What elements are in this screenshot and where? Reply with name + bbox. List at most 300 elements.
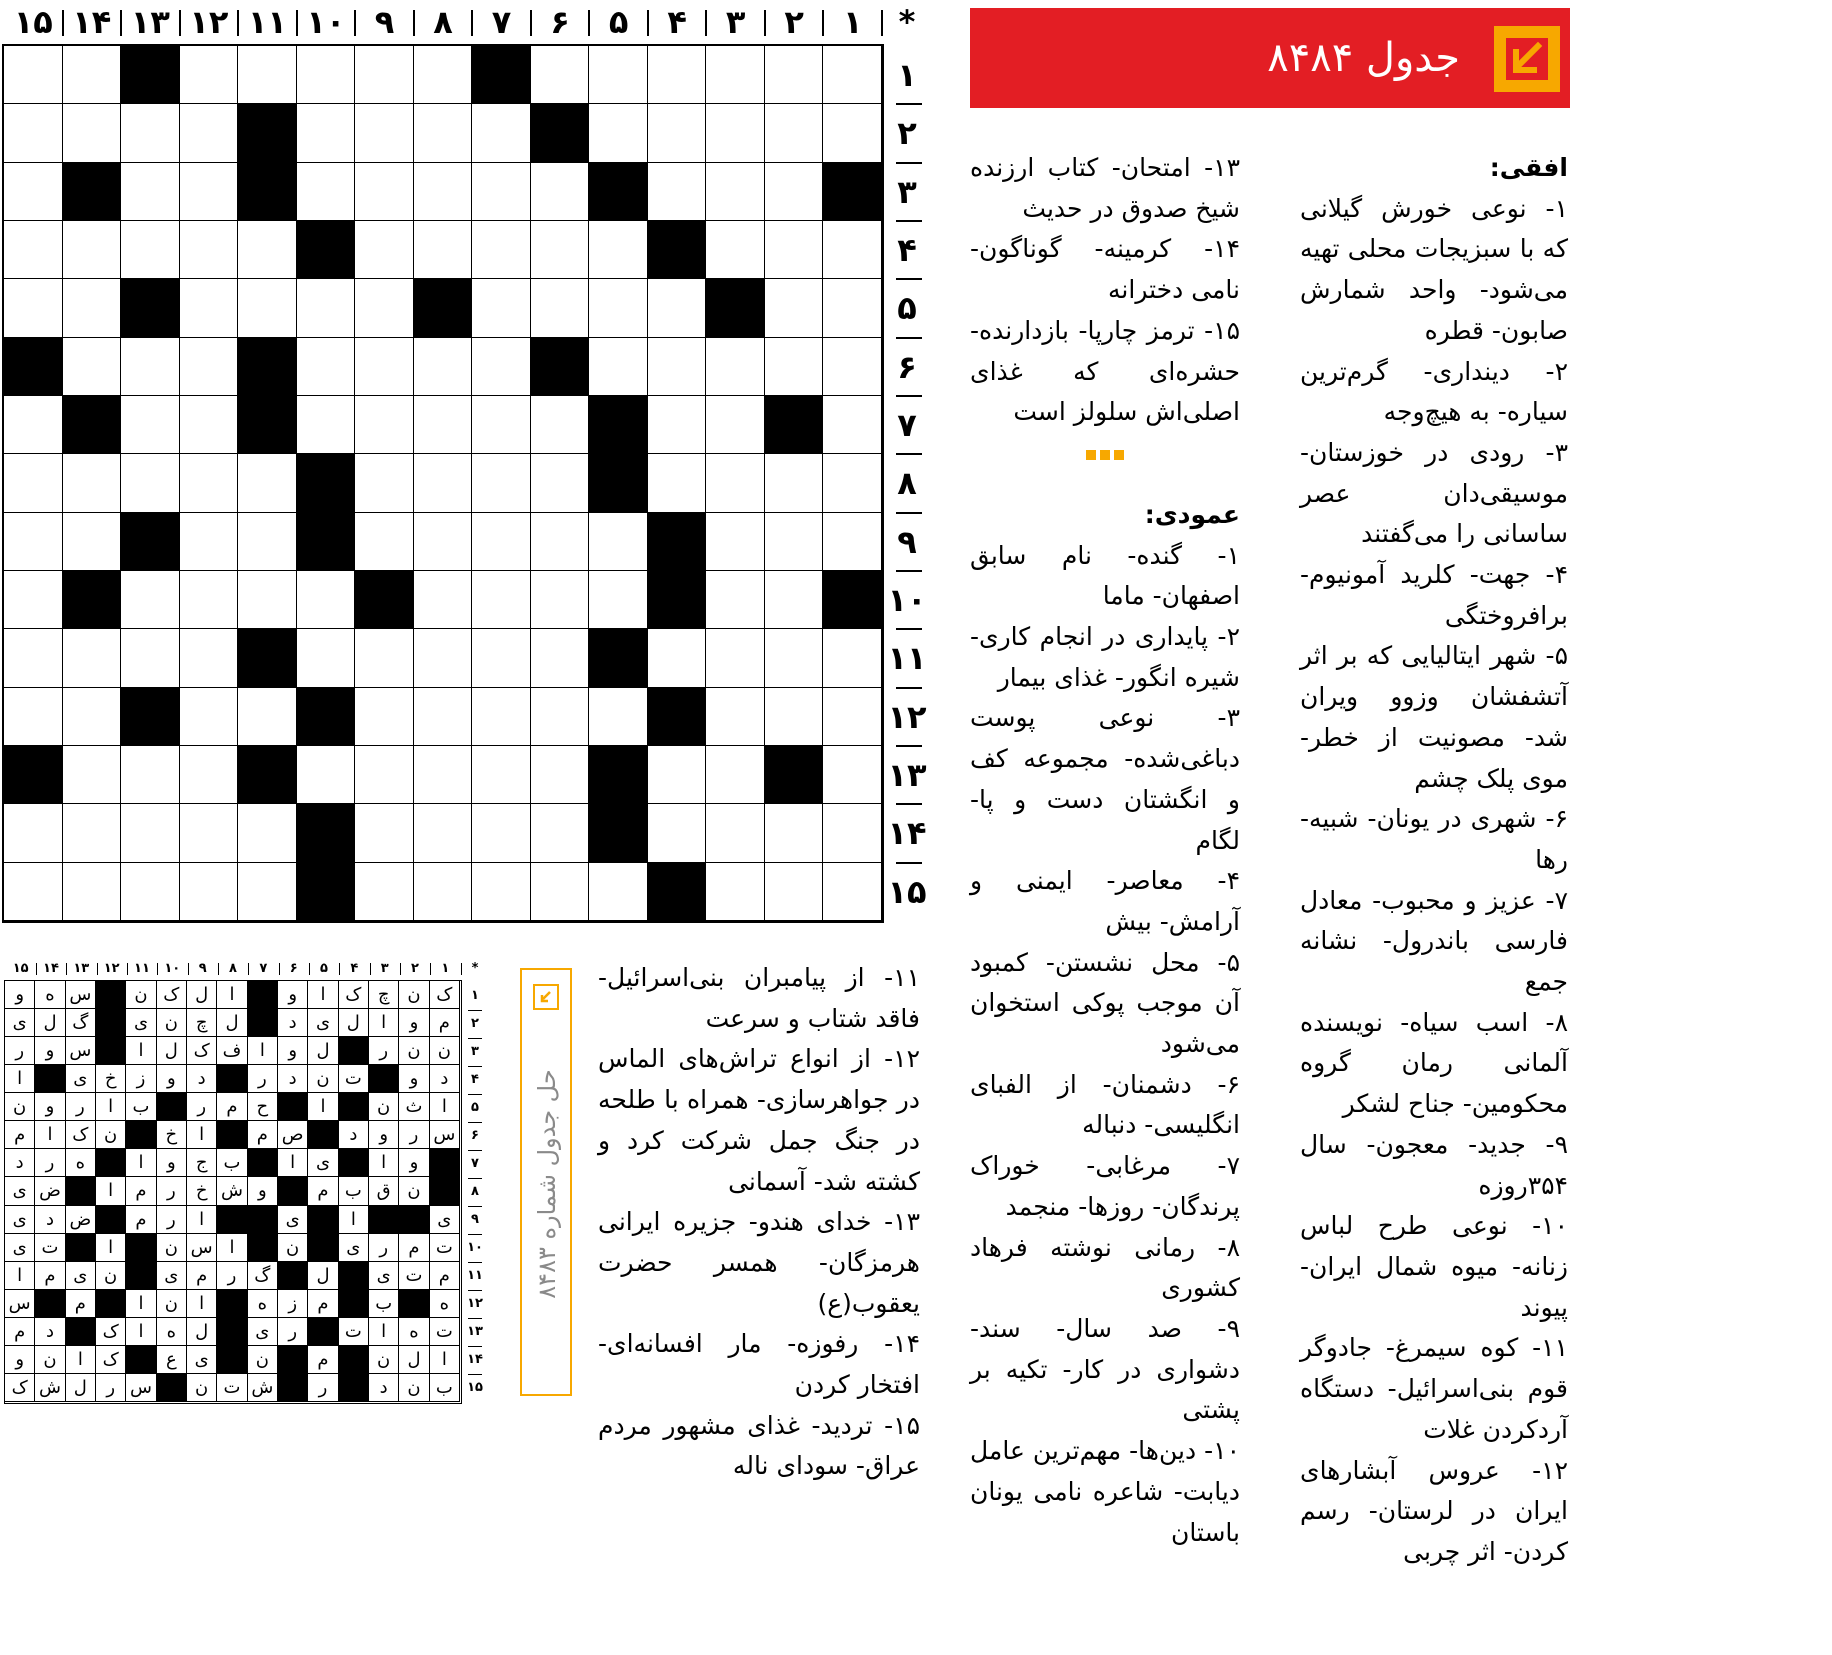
solution-cell: ا — [430, 1093, 460, 1121]
grid-cell[interactable] — [238, 804, 297, 862]
grid-cell[interactable] — [180, 104, 239, 162]
grid-cell[interactable] — [297, 396, 356, 454]
grid-cell[interactable] — [355, 221, 414, 279]
grid-cell[interactable] — [355, 104, 414, 162]
grid-cell[interactable] — [63, 46, 122, 104]
grid-cell[interactable] — [823, 746, 882, 804]
black-cell — [648, 688, 707, 746]
grid-cell[interactable] — [180, 746, 239, 804]
grid-cell[interactable] — [589, 279, 648, 337]
grid-cell[interactable] — [472, 863, 531, 921]
grid-cell[interactable] — [531, 571, 590, 629]
solution-black-cell — [66, 1177, 96, 1205]
grid-cell[interactable] — [355, 804, 414, 862]
grid-cell[interactable] — [531, 163, 590, 221]
grid-cell[interactable] — [648, 279, 707, 337]
solution-black-cell — [96, 1149, 126, 1177]
grid-cell[interactable] — [472, 513, 531, 571]
grid-cell[interactable] — [121, 104, 180, 162]
solution-cell: ر — [369, 1234, 399, 1262]
black-cell — [121, 279, 180, 337]
solution-black-cell — [66, 1318, 96, 1346]
grid-cell[interactable] — [589, 338, 648, 396]
grid-cell[interactable] — [180, 279, 239, 337]
solution-black-cell — [66, 1234, 96, 1262]
grid-cell[interactable] — [823, 221, 882, 279]
grid-cell[interactable] — [531, 629, 590, 687]
grid-cell[interactable] — [238, 571, 297, 629]
grid-cell[interactable] — [297, 163, 356, 221]
solution-black-cell — [126, 1346, 156, 1374]
grid-cell[interactable] — [589, 688, 648, 746]
grid-cell[interactable] — [765, 629, 824, 687]
grid-cell[interactable] — [648, 396, 707, 454]
grid-cell[interactable] — [765, 454, 824, 512]
solution-cell: ک — [5, 1374, 35, 1402]
row-label: ۵ — [897, 289, 917, 328]
grid-cell[interactable] — [355, 338, 414, 396]
black-cell — [414, 279, 473, 337]
grid-cell[interactable] — [706, 454, 765, 512]
grid-cell[interactable] — [4, 629, 63, 687]
grid-cell[interactable] — [355, 279, 414, 337]
grid-cell[interactable] — [531, 804, 590, 862]
grid-cell[interactable] — [706, 688, 765, 746]
grid-cell[interactable] — [531, 46, 590, 104]
grid-cell[interactable] — [472, 454, 531, 512]
solution-cell: ش — [217, 1177, 247, 1205]
grid-cell[interactable] — [63, 863, 122, 921]
grid-cell[interactable] — [648, 338, 707, 396]
grid-cell[interactable] — [355, 163, 414, 221]
solution-cell: ا — [126, 1318, 156, 1346]
solution-black-cell — [248, 1149, 278, 1177]
grid-cell[interactable] — [238, 46, 297, 104]
solution-cell: ا — [308, 1093, 338, 1121]
grid-cell[interactable] — [355, 454, 414, 512]
grid-cell[interactable] — [4, 46, 63, 104]
grid-cell[interactable] — [4, 804, 63, 862]
row-label: ۱۲ — [887, 697, 927, 736]
black-cell — [297, 454, 356, 512]
grid-cell[interactable] — [414, 454, 473, 512]
grid-cell[interactable] — [706, 221, 765, 279]
solution-black-cell — [35, 1065, 65, 1093]
grid-cell[interactable] — [823, 863, 882, 921]
grid-cell[interactable] — [414, 571, 473, 629]
grid-cell[interactable] — [297, 338, 356, 396]
grid-cell[interactable] — [706, 571, 765, 629]
solution-cell: ض — [35, 1177, 65, 1205]
grid-cell[interactable] — [765, 863, 824, 921]
solution-header-separator — [370, 963, 371, 975]
solution-cell: ک — [339, 981, 369, 1009]
solution-cell: ش — [35, 1374, 65, 1402]
grid-cell[interactable] — [648, 454, 707, 512]
grid-cell[interactable] — [121, 629, 180, 687]
solution-header-separator — [279, 963, 280, 975]
grid-cell[interactable] — [765, 163, 824, 221]
grid-cell[interactable] — [180, 454, 239, 512]
header-separator — [120, 10, 122, 36]
grid-cell[interactable] — [823, 629, 882, 687]
grid-cell[interactable] — [63, 338, 122, 396]
grid-cell[interactable] — [355, 513, 414, 571]
grid-cell[interactable] — [472, 221, 531, 279]
column-label: ۶ — [550, 3, 570, 41]
solution-column-header — [2, 958, 488, 980]
grid-cell[interactable] — [531, 513, 590, 571]
solution-column-label: ۱ — [441, 961, 450, 976]
column-label: ۳ — [725, 3, 746, 41]
grid-cell[interactable] — [238, 513, 297, 571]
solution-cell: م — [248, 1121, 278, 1149]
solution-header-separator — [157, 963, 158, 975]
column-label: ۷ — [491, 3, 512, 41]
grid-cell[interactable] — [4, 163, 63, 221]
solution-cell: ن — [96, 1262, 126, 1290]
solution-cell: ی — [157, 1262, 187, 1290]
solution-cell: ص — [278, 1121, 308, 1149]
header-separator — [705, 10, 707, 36]
grid-cell[interactable] — [414, 863, 473, 921]
grid-cell[interactable] — [648, 746, 707, 804]
grid-cell[interactable] — [531, 396, 590, 454]
grid-cell[interactable] — [589, 46, 648, 104]
grid-cell[interactable] — [472, 279, 531, 337]
solution-cell: ا — [430, 1346, 460, 1374]
solution-cell: ن — [399, 1374, 429, 1402]
grid-cell[interactable] — [355, 688, 414, 746]
grid-cell[interactable] — [121, 396, 180, 454]
clues-column-lower — [598, 958, 920, 1487]
solution-row-label: ۱۵ — [467, 1380, 483, 1396]
grid-cell[interactable] — [414, 221, 473, 279]
grid-cell[interactable] — [355, 396, 414, 454]
grid-cell[interactable] — [297, 46, 356, 104]
grid-cell[interactable] — [823, 279, 882, 337]
solution-cell: د — [187, 1065, 217, 1093]
grid-cell[interactable] — [297, 571, 356, 629]
grid-cell[interactable] — [531, 221, 590, 279]
grid-cell[interactable] — [765, 804, 824, 862]
grid-cell[interactable] — [765, 104, 824, 162]
column-label: ۱۲ — [189, 3, 229, 41]
solution-cell: ک — [157, 981, 187, 1009]
black-cell — [589, 746, 648, 804]
grid-cell[interactable] — [589, 221, 648, 279]
grid-cell[interactable] — [414, 513, 473, 571]
grid-cell[interactable] — [531, 688, 590, 746]
grid-cell[interactable] — [4, 221, 63, 279]
grid-cell[interactable] — [765, 279, 824, 337]
vertical-heading: عمودی: — [1144, 499, 1240, 529]
solution-cell: ب — [430, 1374, 460, 1402]
grid-cell[interactable] — [706, 338, 765, 396]
solution-black-cell — [248, 1234, 278, 1262]
grid-cell[interactable] — [63, 629, 122, 687]
grid-cell[interactable] — [297, 746, 356, 804]
solution-black-cell — [339, 1149, 369, 1177]
row-label: ۲ — [897, 114, 917, 153]
black-cell — [121, 513, 180, 571]
solution-cell: م — [126, 1177, 156, 1205]
grid-cell[interactable] — [706, 513, 765, 571]
solution-row-label: ۱۱ — [467, 1268, 483, 1284]
solution-column-label: ۱۰ — [164, 961, 181, 976]
grid-cell[interactable] — [472, 104, 531, 162]
grid-cell[interactable] — [706, 629, 765, 687]
grid-cell[interactable] — [4, 513, 63, 571]
solution-column-label: ۱۲ — [103, 961, 120, 976]
grid-cell[interactable] — [531, 863, 590, 921]
grid-cell[interactable] — [121, 454, 180, 512]
grid-cell[interactable] — [238, 221, 297, 279]
grid-cell[interactable] — [355, 46, 414, 104]
solution-cell: ی — [5, 1234, 35, 1262]
grid-cell[interactable] — [180, 804, 239, 862]
grid-cell[interactable] — [823, 104, 882, 162]
grid-cell[interactable] — [823, 688, 882, 746]
solution-cell: د — [278, 1009, 308, 1037]
grid-cell[interactable] — [472, 163, 531, 221]
grid-cell[interactable] — [121, 221, 180, 279]
grid-cell[interactable] — [765, 46, 824, 104]
grid-cell[interactable] — [823, 804, 882, 862]
grid-cell[interactable] — [706, 46, 765, 104]
grid-cell[interactable] — [648, 629, 707, 687]
grid-cell[interactable] — [180, 629, 239, 687]
solution-black-cell — [399, 1206, 429, 1234]
clue-h-4: ۴- جهت- کلرید آمونیوم- برافروختگی — [1300, 560, 1568, 630]
grid-cell[interactable] — [531, 746, 590, 804]
solution-cell: و — [5, 981, 35, 1009]
grid-cell[interactable] — [823, 513, 882, 571]
solution-cell: خ — [187, 1177, 217, 1205]
grid-cell[interactable] — [180, 163, 239, 221]
grid-cell[interactable] — [823, 396, 882, 454]
grid-cell[interactable] — [63, 746, 122, 804]
grid-cell[interactable] — [180, 688, 239, 746]
solution-cell: ن — [278, 1234, 308, 1262]
solution-cell: ا — [217, 1234, 247, 1262]
grid-cell[interactable] — [648, 804, 707, 862]
grid-cell[interactable] — [472, 804, 531, 862]
grid-cell[interactable] — [4, 863, 63, 921]
solution-black-cell — [126, 1121, 156, 1149]
grid-cell[interactable] — [121, 863, 180, 921]
black-cell — [238, 338, 297, 396]
row-header — [884, 44, 930, 923]
solution-cell: ب — [339, 1177, 369, 1205]
grid-cell[interactable] — [121, 163, 180, 221]
solution-cell: ن — [5, 1093, 35, 1121]
solution-cell: ض — [66, 1206, 96, 1234]
grid-cell[interactable] — [4, 454, 63, 512]
solution-cell: چ — [369, 981, 399, 1009]
solution-header-separator — [188, 963, 189, 975]
solution-black-cell — [217, 1346, 247, 1374]
grid-cell[interactable] — [472, 688, 531, 746]
grid-cell[interactable] — [472, 396, 531, 454]
grid-cell[interactable] — [180, 513, 239, 571]
grid-cell[interactable] — [472, 338, 531, 396]
grid-cell[interactable] — [531, 279, 590, 337]
column-label: ۱۰ — [306, 3, 346, 41]
header-separator — [471, 10, 473, 36]
solution-column-label: ۸ — [229, 961, 237, 976]
grid-cell[interactable] — [238, 688, 297, 746]
clue-h-10: ۱۰- نوعی طرح لباس زنانه- میوه شمال ایران- پیوند — [1300, 1211, 1568, 1322]
grid-cell[interactable] — [180, 396, 239, 454]
grid-cell[interactable] — [297, 279, 356, 337]
grid-cell[interactable] — [297, 629, 356, 687]
solution-cell: م — [5, 1121, 35, 1149]
grid-cell[interactable] — [472, 629, 531, 687]
grid-cell[interactable] — [648, 163, 707, 221]
grid-cell[interactable] — [180, 221, 239, 279]
grid-cell[interactable] — [297, 104, 356, 162]
grid-cell[interactable] — [823, 338, 882, 396]
grid-cell[interactable] — [765, 338, 824, 396]
solution-black-cell — [308, 1206, 338, 1234]
grid-cell[interactable] — [414, 629, 473, 687]
column-label: ۱۵ — [13, 3, 53, 41]
solution-cell: گ — [248, 1262, 278, 1290]
grid-cell[interactable] — [648, 104, 707, 162]
grid-cell[interactable] — [414, 46, 473, 104]
grid-cell[interactable] — [589, 513, 648, 571]
solution-cell: ب — [126, 1093, 156, 1121]
grid-cell[interactable] — [121, 746, 180, 804]
row-label: ۴ — [897, 231, 917, 269]
grid-cell[interactable] — [355, 863, 414, 921]
grid-cell[interactable] — [121, 571, 180, 629]
solution-column-label: ۱۵ — [12, 961, 29, 976]
grid-cell[interactable] — [414, 688, 473, 746]
solution-cell: ه — [248, 1290, 278, 1318]
solution-row-label: ۱۰ — [467, 1240, 483, 1256]
grid-cell[interactable] — [63, 221, 122, 279]
black-cell — [297, 863, 356, 921]
solution-cell: ن — [157, 1009, 187, 1037]
header-separator — [647, 10, 649, 36]
black-cell — [297, 688, 356, 746]
grid-cell[interactable] — [121, 804, 180, 862]
grid-cell[interactable] — [4, 104, 63, 162]
grid-cell[interactable] — [238, 279, 297, 337]
solution-header-separator — [339, 963, 340, 975]
solution-cell: ا — [5, 1065, 35, 1093]
grid-cell[interactable] — [355, 629, 414, 687]
grid-cell[interactable] — [414, 104, 473, 162]
grid-cell[interactable] — [706, 863, 765, 921]
grid-cell[interactable] — [238, 454, 297, 512]
grid-cell[interactable] — [414, 338, 473, 396]
grid-cell[interactable] — [63, 279, 122, 337]
grid-cell[interactable] — [4, 396, 63, 454]
row-label: ۳ — [897, 172, 917, 211]
grid-cell[interactable] — [414, 163, 473, 221]
grid-cell[interactable] — [414, 746, 473, 804]
grid-cell[interactable] — [823, 46, 882, 104]
solution-cell: ن — [430, 1037, 460, 1065]
solution-header-separator — [36, 963, 37, 975]
grid-cell[interactable] — [706, 746, 765, 804]
grid-cell[interactable] — [63, 513, 122, 571]
grid-cell[interactable] — [589, 104, 648, 162]
row-label: ۹ — [897, 522, 917, 561]
grid-cell[interactable] — [706, 163, 765, 221]
black-cell — [648, 221, 707, 279]
black-cell — [531, 338, 590, 396]
grid-cell[interactable] — [63, 804, 122, 862]
grid-cell[interactable] — [589, 571, 648, 629]
grid-cell[interactable] — [706, 804, 765, 862]
grid-cell[interactable] — [414, 396, 473, 454]
grid-cell[interactable] — [414, 804, 473, 862]
grid-cell[interactable] — [180, 863, 239, 921]
grid-cell[interactable] — [355, 746, 414, 804]
column-label-star: * — [898, 3, 916, 41]
solution-cell: ی — [5, 1177, 35, 1205]
grid-cell[interactable] — [823, 454, 882, 512]
crossword-grid — [2, 44, 884, 923]
grid-cell[interactable] — [180, 46, 239, 104]
grid-cell[interactable] — [706, 104, 765, 162]
grid-cell[interactable] — [531, 454, 590, 512]
grid-cell[interactable] — [4, 688, 63, 746]
solution-cell: ی — [248, 1318, 278, 1346]
row-label: ۷ — [897, 406, 917, 444]
solution-cell: ن — [248, 1346, 278, 1374]
solution-black-cell — [126, 1262, 156, 1290]
black-cell — [648, 571, 707, 629]
solution-cell: ر — [248, 1065, 278, 1093]
grid-cell[interactable] — [121, 338, 180, 396]
solution-black-cell — [339, 1346, 369, 1374]
solution-black-cell — [339, 1037, 369, 1065]
grid-cell[interactable] — [63, 454, 122, 512]
grid-cell[interactable] — [4, 571, 63, 629]
grid-cell[interactable] — [4, 279, 63, 337]
grid-cell[interactable] — [63, 688, 122, 746]
solution-cell: ح — [248, 1093, 278, 1121]
grid-cell[interactable] — [472, 571, 531, 629]
grid-cell[interactable] — [706, 396, 765, 454]
solution-cell: م — [308, 1177, 338, 1205]
solution-cell: ا — [5, 1262, 35, 1290]
solution-cell: چ — [187, 1009, 217, 1037]
solution-black-cell — [278, 1262, 308, 1290]
solution-cell: ن — [187, 1374, 217, 1402]
grid-cell[interactable] — [765, 571, 824, 629]
solution-cell: ی — [430, 1206, 460, 1234]
grid-cell[interactable] — [648, 46, 707, 104]
solution-cell: ک — [187, 1037, 217, 1065]
solution-cell: ز — [278, 1290, 308, 1318]
grid-cell[interactable] — [765, 688, 824, 746]
grid-cell[interactable] — [180, 571, 239, 629]
grid-cell[interactable] — [180, 338, 239, 396]
grid-cell[interactable] — [765, 513, 824, 571]
clue-h-6: ۶- شهری در یونان- شبیه- رها — [1300, 804, 1568, 874]
grid-cell[interactable] — [238, 863, 297, 921]
grid-cell[interactable] — [765, 221, 824, 279]
grid-cell[interactable] — [472, 746, 531, 804]
grid-cell[interactable] — [63, 104, 122, 162]
grid-cell[interactable] — [589, 863, 648, 921]
